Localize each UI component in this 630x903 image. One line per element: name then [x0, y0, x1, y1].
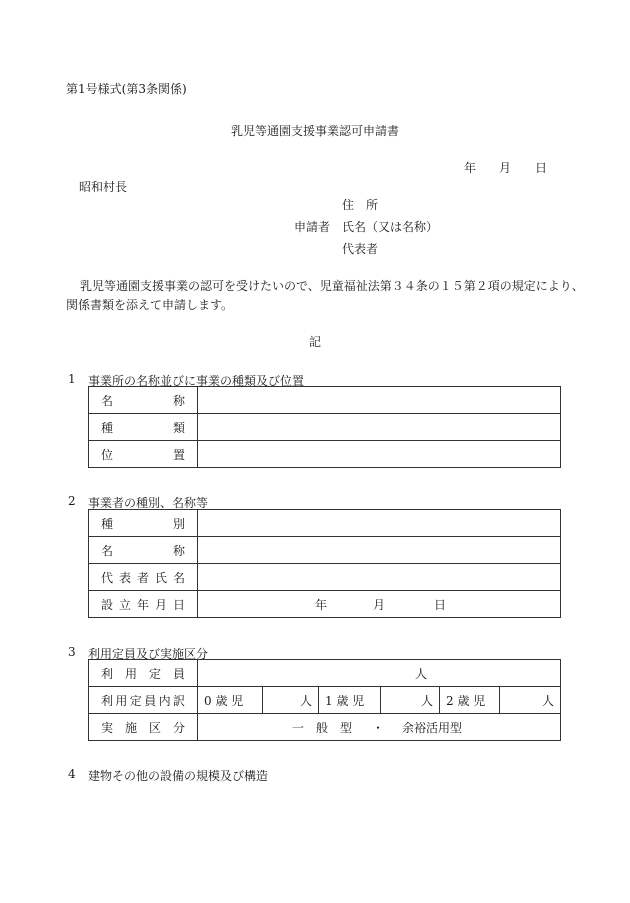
age2-count-cell[interactable]: 人	[500, 687, 561, 714]
table-row	[89, 537, 561, 564]
section4-number: 4	[68, 767, 76, 781]
table-row	[89, 441, 561, 468]
section3-heading: 利用定員及び実施区分	[88, 647, 209, 661]
document-title: 乳児等通園支援事業認可申請書	[230, 124, 399, 138]
input-cell-type[interactable]	[198, 414, 561, 441]
row-label-kind: 種別	[89, 510, 198, 537]
capacity-unit: 人	[415, 667, 428, 681]
section2-table	[88, 509, 561, 618]
category-separator: ・	[372, 721, 385, 735]
input-cell-business-name[interactable]	[198, 537, 561, 564]
section1-number: 1	[68, 372, 76, 386]
addressee: 昭和村長	[79, 180, 128, 194]
row-label-representative-name: 代表者氏名	[89, 564, 198, 591]
section1-table	[88, 386, 561, 468]
applicant-label: 申請者	[294, 220, 331, 234]
ki-heading: 記	[308, 335, 321, 349]
row-label-implementation-category: 実施区分	[89, 714, 198, 741]
table-row	[89, 714, 561, 741]
input-cell-name[interactable]	[198, 387, 561, 414]
row-label-name: 名称	[89, 387, 198, 414]
section3-table	[88, 659, 561, 741]
row-label-type: 種類	[89, 414, 198, 441]
applicant-name-label: 氏名（又は名称）	[342, 220, 439, 234]
input-cell-representative-name[interactable]	[198, 564, 561, 591]
input-cell-established-date[interactable]	[198, 591, 561, 618]
input-cell-capacity[interactable]	[198, 660, 561, 687]
age0-label: 0 歳 児	[198, 687, 263, 714]
age0-count-cell[interactable]: 人	[263, 687, 319, 714]
age1-label: 1 歳 児	[319, 687, 381, 714]
table-row	[89, 510, 561, 537]
date-day: 日	[535, 161, 548, 175]
row-label-capacity-breakdown: 利用定員内訳	[89, 687, 198, 714]
category-general-option[interactable]: 一 般 型	[292, 721, 353, 735]
input-cell-kind[interactable]	[198, 510, 561, 537]
table-row	[89, 687, 561, 714]
category-surplus-option[interactable]: 余裕活用型	[402, 721, 463, 735]
section3-number: 3	[68, 645, 76, 659]
age2-label: 2 歳 児	[440, 687, 500, 714]
row-label-location: 位置	[89, 441, 198, 468]
body-text-line1: 乳児等通園支援事業の認可を受けたいので、児童福祉法第３４条の１５第２項の規定により、	[80, 279, 584, 293]
date-month: 月	[499, 161, 512, 175]
section4-heading: 建物その他の設備の規模及び構造	[88, 769, 269, 783]
table-row	[89, 564, 561, 591]
input-cell-location[interactable]	[198, 441, 561, 468]
form-number: 第1号様式(第3条関係)	[66, 82, 187, 96]
table-row	[89, 387, 561, 414]
applicant-representative-label: 代表者	[342, 242, 379, 256]
section1-heading: 事業所の名称並びに事業の種類及び位置	[88, 374, 305, 388]
est-date-month: 月	[373, 598, 386, 612]
section2-heading: 事業者の種別、名称等	[88, 496, 209, 510]
applicant-address-label: 住 所	[342, 198, 379, 212]
table-row	[89, 591, 561, 618]
table-row	[89, 414, 561, 441]
body-text-line2: 関係書類を添えて申請します。	[66, 298, 234, 312]
date-year: 年	[464, 161, 477, 175]
section2-number: 2	[68, 494, 76, 508]
row-label-established-date: 設立年月日	[89, 591, 198, 618]
age1-count-cell[interactable]: 人	[381, 687, 440, 714]
table-row	[89, 660, 561, 687]
est-date-year: 年	[315, 598, 328, 612]
input-cell-implementation-category[interactable]	[198, 714, 561, 741]
est-date-day: 日	[434, 598, 447, 612]
row-label-capacity: 利用定員	[89, 660, 198, 687]
row-label-business-name: 名称	[89, 537, 198, 564]
